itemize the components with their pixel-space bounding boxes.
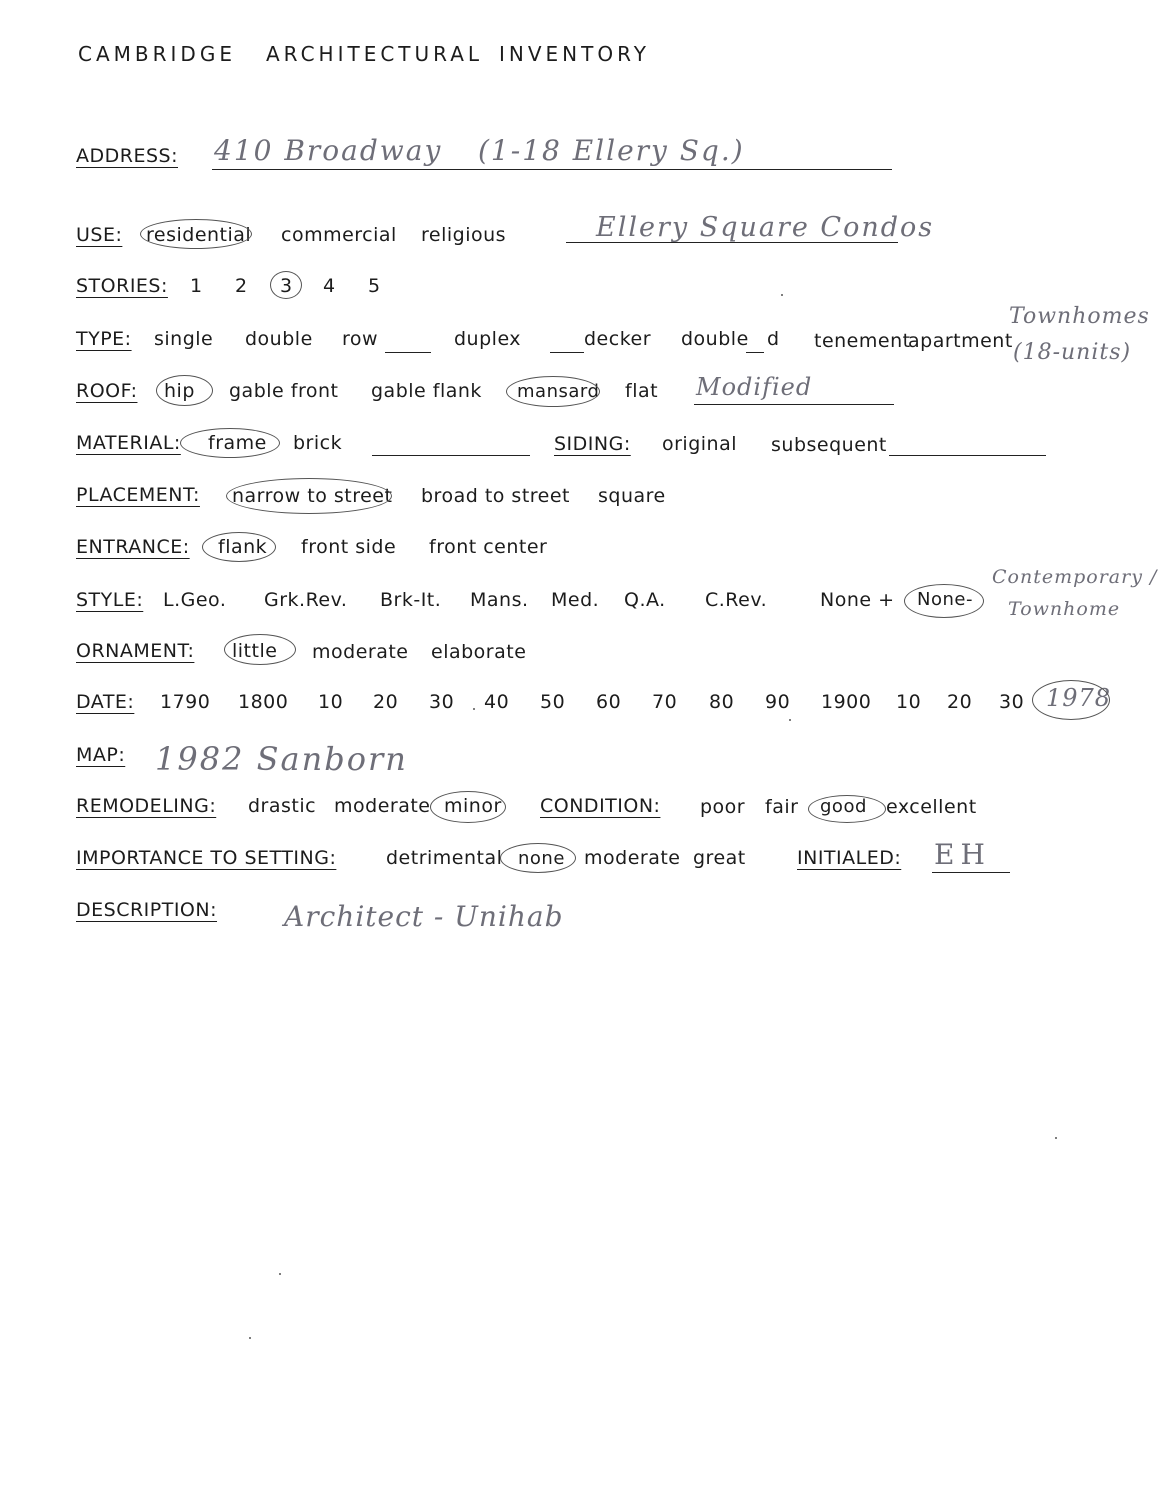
type-double-d-blank <box>746 352 764 353</box>
date-option-1900: 1900 <box>821 691 872 713</box>
entrance-option-front-side: front side <box>301 536 397 558</box>
form-title-inventory: INVENTORY <box>499 42 650 66</box>
type-label: TYPE: <box>76 328 132 350</box>
condition-option-excellent: excellent <box>886 796 977 818</box>
type-option-double-d: double <box>681 328 749 350</box>
condition-option-poor: poor <box>700 796 746 818</box>
circle-mark-narrow-to-street <box>226 478 392 514</box>
style-option-mans: Mans. <box>470 589 529 611</box>
form-title-cambridge: CAMBRIDGE <box>78 42 236 66</box>
circle-mark-none-minus <box>904 584 984 618</box>
use-option-residential: residential <box>146 224 252 246</box>
style-option-qa: Q.A. <box>624 589 666 611</box>
circle-mark-mansard <box>506 376 600 407</box>
type-option-d: d <box>767 328 780 350</box>
date-option-70: 70 <box>652 691 678 713</box>
initialed-line <box>932 872 1010 873</box>
importance-option-moderate: moderate <box>584 847 681 869</box>
type-option-apartment: apartment <box>908 330 1013 352</box>
date-option-1920: 20 <box>947 691 973 713</box>
remodeling-option-moderate: moderate <box>334 795 431 817</box>
roof-option-gable-flank: gable flank <box>371 380 482 402</box>
use-option-religious: religious <box>421 224 507 246</box>
placement-label: PLACEMENT: <box>76 484 200 506</box>
remodeling-option-minor: minor <box>444 795 502 817</box>
ornament-option-elaborate: elaborate <box>431 641 527 663</box>
style-handwritten-contemporary: Contemporary / <box>992 566 1158 588</box>
ornament-label: ORNAMENT: <box>76 640 195 662</box>
map-handwritten: 1982 Sanborn <box>155 740 408 778</box>
scan-speck <box>1055 1137 1057 1139</box>
roof-label: ROOF: <box>76 380 138 402</box>
circle-mark-frame <box>180 428 280 458</box>
date-option-10: 10 <box>318 691 344 713</box>
circle-mark-none <box>500 843 576 873</box>
siding-label: SIDING: <box>554 433 631 455</box>
use-name-handwritten: Ellery Square Condos <box>596 212 935 243</box>
type-option-double: double <box>245 328 313 350</box>
type-handwritten-units: (18-units) <box>1013 340 1132 365</box>
style-option-brkit: Brk-It. <box>380 589 442 611</box>
importance-label: IMPORTANCE TO SETTING: <box>76 847 337 869</box>
style-option-crev: C.Rev. <box>705 589 768 611</box>
type-option-tenement: tenement <box>814 330 911 352</box>
siding-option-original: original <box>662 433 738 455</box>
condition-option-good: good <box>820 796 867 817</box>
description-label: DESCRIPTION: <box>76 899 218 921</box>
address-label: ADDRESS: <box>76 145 178 167</box>
circle-mark-minor <box>430 791 506 823</box>
date-option-90: 90 <box>765 691 791 713</box>
material-option-frame: frame <box>208 432 267 454</box>
style-option-med: Med. <box>551 589 600 611</box>
placement-option-square: square <box>598 485 666 507</box>
importance-option-great: great <box>693 847 746 869</box>
date-option-50: 50 <box>540 691 566 713</box>
type-row-blank <box>385 352 431 353</box>
remodeling-label: REMODELING: <box>76 795 217 817</box>
circle-mark-residential <box>140 219 252 249</box>
stories-option-5: 5 <box>368 275 381 297</box>
use-label: USE: <box>76 224 123 246</box>
material-other-line <box>372 455 530 456</box>
type-decker-blank <box>550 352 584 353</box>
scan-speck <box>789 719 791 721</box>
style-handwritten-townhome: Townhome <box>1008 598 1121 620</box>
condition-label: CONDITION: <box>540 795 661 817</box>
initialed-label: INITIALED: <box>797 847 902 869</box>
roof-other-line <box>694 404 894 405</box>
entrance-option-front-center: front center <box>429 536 548 558</box>
stories-option-3: 3 <box>280 275 293 297</box>
style-option-none-minus: None- <box>917 589 973 610</box>
use-name-line <box>566 242 898 243</box>
date-label: DATE: <box>76 691 135 713</box>
date-option-80: 80 <box>709 691 735 713</box>
date-option-60: 60 <box>596 691 622 713</box>
date-option-1930: 30 <box>999 691 1025 713</box>
importance-option-detrimental: detrimental <box>386 847 503 869</box>
material-option-brick: brick <box>293 432 343 454</box>
circle-mark-stories-3 <box>270 271 302 299</box>
type-option-row: row <box>342 328 379 350</box>
entrance-option-flank: flank <box>218 536 268 558</box>
style-label: STYLE: <box>76 589 144 611</box>
date-option-30: 30 <box>429 691 455 713</box>
map-label: MAP: <box>76 744 126 766</box>
stories-label: STORIES: <box>76 275 168 297</box>
scan-speck <box>781 294 783 296</box>
roof-option-hip: hip <box>164 380 195 402</box>
siding-option-subsequent: subsequent <box>771 434 887 456</box>
roof-option-gable-front: gable front <box>229 380 339 402</box>
material-label: MATERIAL: <box>76 432 181 454</box>
circle-mark-flank <box>202 532 276 562</box>
stories-option-2: 2 <box>235 275 248 297</box>
type-option-duplex: duplex <box>454 328 522 350</box>
circle-mark-little <box>224 634 296 665</box>
initialed-handwritten: EH <box>934 838 991 871</box>
circle-mark-good <box>808 795 886 823</box>
placement-option-narrow: narrow to street <box>232 485 393 507</box>
stories-option-1: 1 <box>190 275 203 297</box>
scan-speck <box>279 1273 281 1275</box>
style-option-lgeo: L.Geo. <box>163 589 227 611</box>
remodeling-option-drastic: drastic <box>248 795 317 817</box>
date-option-1790: 1790 <box>160 691 211 713</box>
form-title-architectural: ARCHITECTURAL <box>266 42 484 66</box>
date-handwritten-year: 1978 <box>1046 684 1112 712</box>
circle-mark-hip <box>156 375 213 406</box>
use-option-commercial: commercial <box>281 224 397 246</box>
address-alt-handwritten: (1-18 Ellery Sq.) <box>478 134 745 167</box>
date-option-1910: 10 <box>896 691 922 713</box>
ornament-option-moderate: moderate <box>312 641 409 663</box>
scan-speck <box>249 1337 251 1339</box>
roof-option-mansard: mansard <box>517 381 600 402</box>
date-option-20: 20 <box>373 691 399 713</box>
condition-option-fair: fair <box>765 796 799 818</box>
date-option-1800: 1800 <box>238 691 289 713</box>
type-option-single: single <box>154 328 214 350</box>
circle-mark-date <box>1032 680 1110 720</box>
siding-other-line <box>889 455 1046 456</box>
type-handwritten-townhomes: Townhomes <box>1009 304 1150 329</box>
entrance-label: ENTRANCE: <box>76 536 190 558</box>
placement-option-broad: broad to street <box>421 485 571 507</box>
ornament-option-little: little <box>232 640 278 662</box>
address-line <box>212 169 892 170</box>
style-option-none-plus: None + <box>820 589 895 611</box>
style-option-grkrev: Grk.Rev. <box>264 589 348 611</box>
date-option-40: 40 <box>484 691 510 713</box>
description-handwritten: Architect - Unihab <box>284 900 564 933</box>
importance-option-none: none <box>518 848 565 869</box>
stories-option-4: 4 <box>323 275 336 297</box>
type-option-decker: decker <box>584 328 652 350</box>
roof-option-flat: flat <box>625 380 659 402</box>
address-street-handwritten: 410 Broadway <box>214 134 443 167</box>
scan-speck <box>473 708 475 710</box>
roof-handwritten-modified: Modified <box>696 373 813 401</box>
